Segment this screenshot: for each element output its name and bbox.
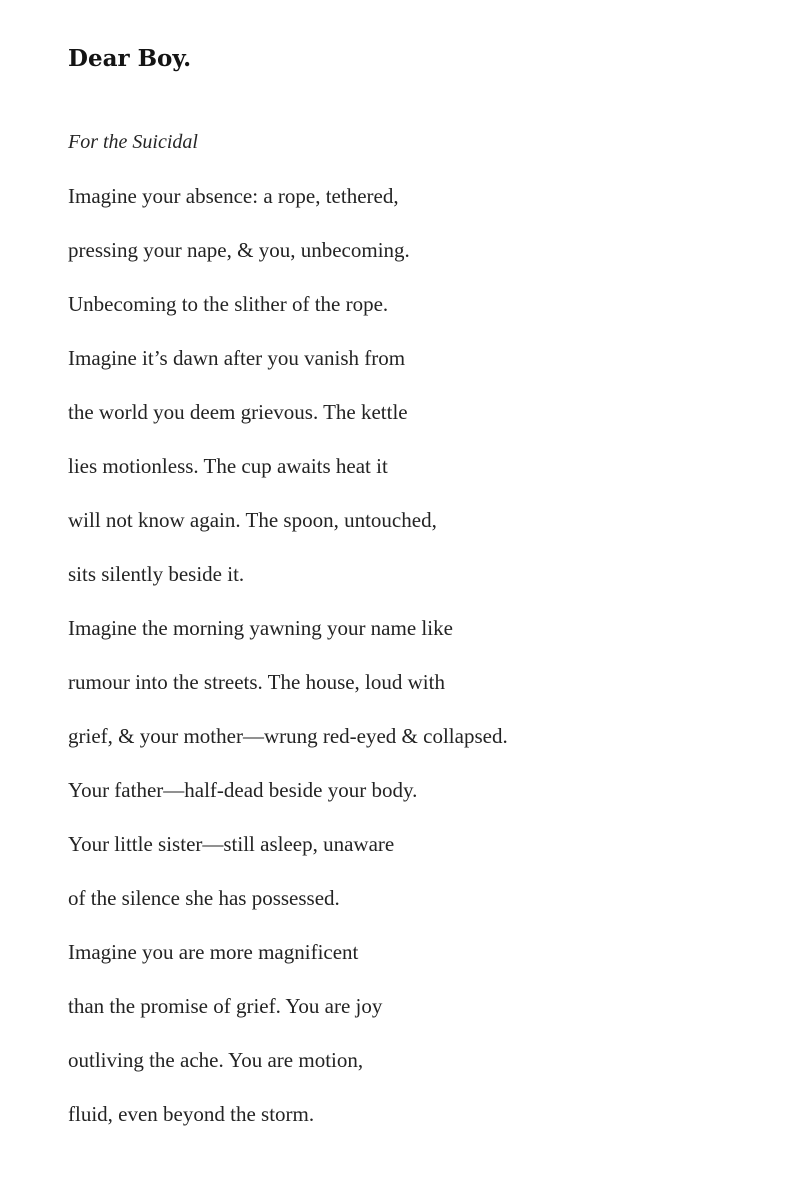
poem-line: Imagine the morning yawning your name like (68, 616, 453, 640)
poem-line: Your father—half-dead beside your body. (68, 778, 418, 802)
poem-line: Unbecoming to the slither of the rope. (68, 292, 389, 316)
poem-line: sits silently beside it. (68, 562, 245, 586)
poem-dedication: For the Suicidal (68, 131, 198, 153)
poem-line: pressing your nape, & you, unbecoming. (68, 238, 410, 262)
poem-line: fluid, even beyond the storm. (68, 1102, 315, 1126)
poem-line: the world you deem grievous. The kettle (68, 400, 408, 424)
poem-line: will not know again. The spoon, untouched, (68, 508, 437, 532)
poem-line: grief, & your mother—wrung red-eyed & collapsed. (68, 724, 508, 748)
poem-line: than the promise of grief. You are joy (68, 994, 383, 1018)
poem-title: Dear Boy. (68, 45, 192, 72)
poem-line: Your little sister—still asleep, unaware (68, 832, 395, 856)
poem-line: lies motionless. The cup awaits heat it (68, 454, 388, 478)
poem-line: Imagine it’s dawn after you vanish from (68, 346, 406, 370)
poem-line: rumour into the streets. The house, loud with (68, 670, 445, 694)
poem-line: outliving the ache. You are motion, (68, 1048, 364, 1072)
poem-line: Imagine you are more magnificent (68, 940, 359, 964)
poem-line: of the silence she has possessed. (68, 886, 340, 910)
poem-line: Imagine your absence: a rope, tethered, (68, 184, 399, 208)
